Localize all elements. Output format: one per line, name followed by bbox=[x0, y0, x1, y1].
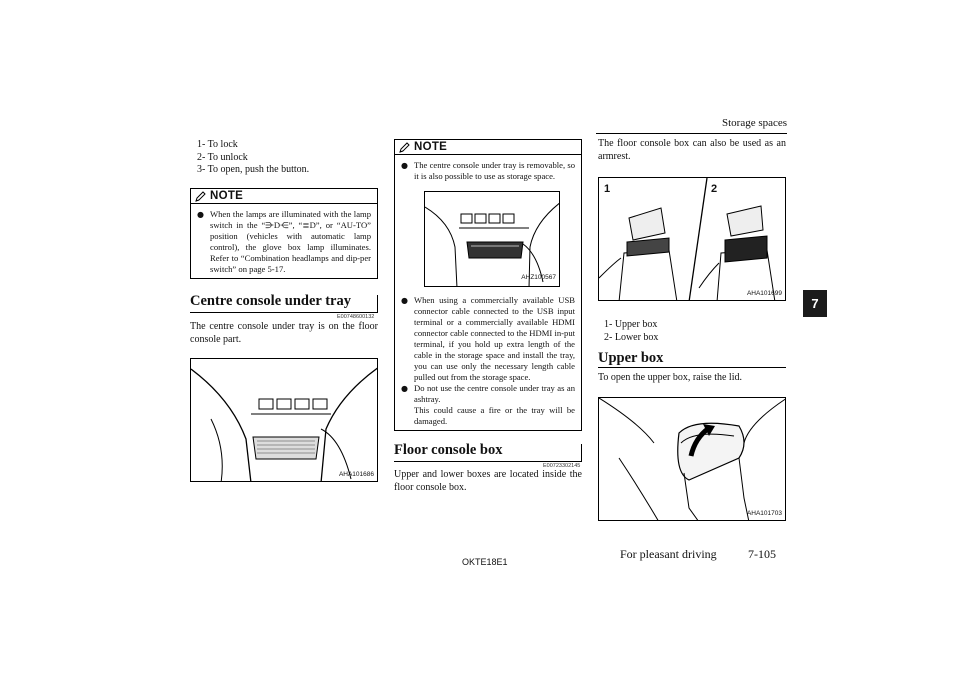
bullet-icon: ● bbox=[401, 384, 408, 393]
bullet-icon: ● bbox=[401, 296, 408, 305]
figure-code: AHA101703 bbox=[746, 510, 782, 517]
paragraph: To open the upper box, raise the lid. bbox=[598, 372, 742, 383]
console-tray-illustration bbox=[191, 359, 378, 482]
section-title: Floor console box bbox=[394, 442, 503, 458]
header-rule bbox=[596, 133, 787, 134]
section-rule bbox=[190, 312, 378, 313]
footer-section-name: For pleasant driving bbox=[620, 547, 717, 561]
upper-box-illustration bbox=[599, 398, 786, 521]
figure-label-upper: 1 bbox=[604, 183, 611, 195]
section-title: Upper box bbox=[598, 350, 664, 366]
figure-code: AHZ100567 bbox=[521, 274, 556, 281]
note-bullet bbox=[401, 160, 575, 182]
list-item: 3- To open, push the button. bbox=[197, 164, 310, 175]
note-text-continued bbox=[401, 405, 575, 427]
chapter-tab: 7 bbox=[803, 290, 827, 317]
note-text: When the lamps are illuminated with the lamp switch in the “⋺D⋲”, “≣D”, or “AU-TO” position (vehicles with automatic lamp control), the glove box lamp illuminates. Refer to “Combination headlamps and dip-per switch” on page 5-17. bbox=[210, 209, 371, 274]
note-box-tray bbox=[394, 139, 582, 431]
note-bullet bbox=[401, 383, 575, 405]
figure-upper-box bbox=[598, 397, 786, 521]
section-tick bbox=[581, 444, 582, 461]
paragraph: Upper and lower boxes are located inside the floor console box. bbox=[394, 469, 582, 493]
footer-code: OKTE18E1 bbox=[462, 557, 508, 567]
note-text: This could cause a fire or the tray will be damaged. bbox=[414, 405, 575, 426]
note-header bbox=[191, 189, 377, 204]
note-box-glove-lamp bbox=[190, 188, 378, 279]
note-figure bbox=[424, 191, 560, 287]
note-header bbox=[395, 140, 581, 155]
note-bullet bbox=[197, 209, 371, 275]
figure-code: AHA101699 bbox=[746, 290, 782, 297]
section-rule bbox=[394, 461, 582, 462]
figure-console-boxes bbox=[598, 177, 786, 301]
section-rule bbox=[598, 367, 786, 368]
section-title: Centre console under tray bbox=[190, 293, 351, 309]
paragraph: The floor console box can also be used as an armrest. bbox=[598, 138, 786, 162]
note-bullet bbox=[401, 295, 575, 383]
note-label: NOTE bbox=[414, 141, 448, 153]
figure-label-lower: 2 bbox=[711, 183, 718, 195]
list-item: 2- To unlock bbox=[197, 151, 248, 163]
pencil-icon bbox=[195, 191, 207, 202]
note-text: The centre console under tray is removable, so it is also possible to use as storage space. bbox=[414, 160, 575, 181]
figure-console-tray bbox=[190, 358, 378, 482]
section-code: E00723302145 bbox=[543, 463, 581, 469]
console-boxes-illustration bbox=[599, 178, 786, 301]
bullet-icon: ● bbox=[401, 161, 408, 170]
box-legend-list bbox=[604, 319, 658, 344]
note-text: When using a commercially available USB connector cable connected to the USB input terminal or a commercially available HDMI connector cable connected to the HDMI in-put terminal, if you hold up extra length of the cable in the storage space and install the tray, you can use only the necessary length cable pulled out from the storage space. bbox=[414, 295, 575, 382]
note-text: Do not use the centre console under tray as an ashtray. bbox=[414, 383, 575, 404]
note-label: NOTE bbox=[210, 190, 244, 202]
pencil-icon bbox=[399, 142, 411, 153]
section-tick bbox=[377, 295, 378, 312]
section-code: E00748600132 bbox=[337, 314, 375, 320]
page-number: 7-105 bbox=[748, 547, 776, 561]
figure-code: AHA101686 bbox=[338, 471, 374, 478]
section-floor-console bbox=[394, 442, 582, 459]
list-item: 2- Lower box bbox=[604, 331, 659, 343]
header-title: Storage spaces bbox=[722, 117, 788, 129]
list-item: 1- Upper box bbox=[604, 319, 658, 330]
lock-steps-list bbox=[197, 139, 309, 177]
section-upper-box bbox=[598, 350, 786, 367]
section-centre-console bbox=[190, 293, 378, 310]
bullet-icon: ● bbox=[197, 210, 204, 219]
list-item: 1- To lock bbox=[197, 139, 238, 150]
paragraph: The centre console under tray is on the floor console part. bbox=[190, 321, 378, 345]
